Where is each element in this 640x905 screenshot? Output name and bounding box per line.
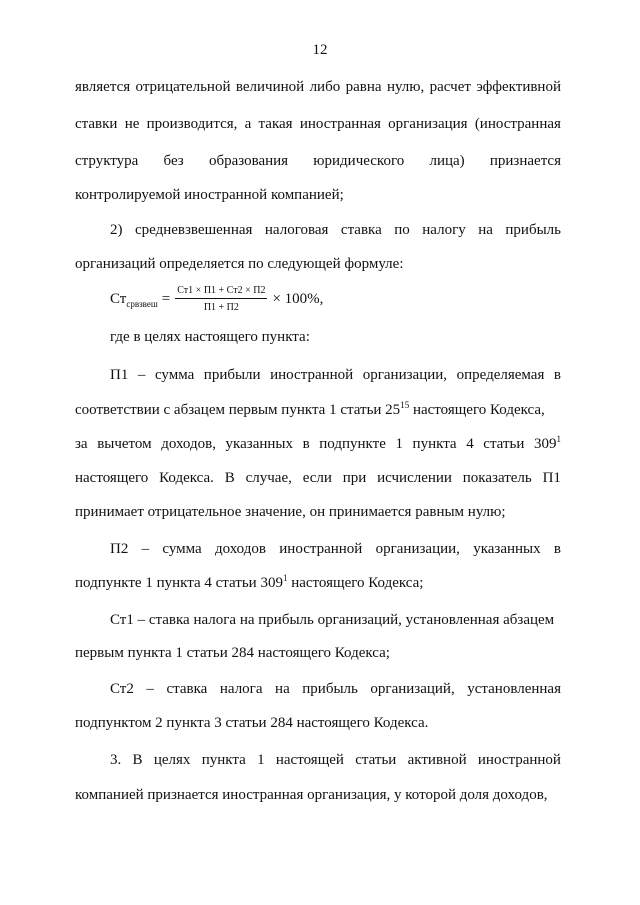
word: настоящей <box>275 752 344 768</box>
text-line: Ст1 – ставка налога на прибыль организаций, установленная абзацем <box>110 612 555 628</box>
formula-denominator: П1 + П2 <box>203 302 239 313</box>
word: без <box>163 153 184 169</box>
word: на <box>275 681 290 697</box>
word: на <box>478 222 493 238</box>
word: эффективной <box>476 79 561 95</box>
word: В <box>132 752 143 768</box>
word: П2 <box>110 541 129 557</box>
text-line: первым пункта 1 статьи 284 настоящего Кодекса; <box>75 645 390 661</box>
word: статьи <box>483 436 525 452</box>
word: В <box>224 470 235 486</box>
superscript: 1 <box>556 434 561 444</box>
word: целях <box>153 752 191 768</box>
word: организация <box>388 116 468 132</box>
word: нулю, <box>386 79 425 95</box>
word: – <box>137 367 146 383</box>
word: 1 <box>257 752 265 768</box>
word: 4 <box>466 436 474 452</box>
word: Ст2 <box>110 681 134 697</box>
word: величиной <box>235 79 305 95</box>
word: при <box>342 470 367 486</box>
word: такая <box>258 116 293 132</box>
word: Кодекса. <box>159 470 214 486</box>
superscript: 15 <box>400 400 410 410</box>
word: пункта <box>412 436 457 452</box>
word: указанных <box>225 436 293 452</box>
word: – <box>141 541 150 557</box>
text-line: компанией признается иностранная организация, у которой доля доходов, <box>75 787 548 803</box>
word: в <box>553 541 561 557</box>
word: в <box>553 367 561 383</box>
formula-lhs-subscript: срвзвеш <box>126 298 158 309</box>
word: исчислении <box>377 470 452 486</box>
word: показатель <box>462 470 532 486</box>
word: доходов, <box>161 436 216 452</box>
text-fragment: подпункте 1 пункта 4 статьи 309 <box>75 575 283 591</box>
word: отрицательной <box>135 79 231 95</box>
formula-numerator: Ст1 × П1 + Ст2 × П2 <box>175 285 267 299</box>
word: – <box>146 681 154 697</box>
text-line: принимает отрицательное значение, он принимается равным нулю; <box>75 504 506 520</box>
word: указанных <box>473 541 541 557</box>
text-line <box>75 114 561 134</box>
word: иностранная <box>299 116 381 132</box>
word: ставка <box>166 681 208 697</box>
word: сумма <box>154 367 195 383</box>
word: (иностранная <box>474 116 561 132</box>
text-fragment: настоящего Кодекса; <box>287 575 424 591</box>
word: в <box>302 436 310 452</box>
text-fragment: соответствии с абзацем первым пункта 1 статьи 25 <box>75 402 401 418</box>
word: признается <box>489 153 561 169</box>
page-number: 12 <box>312 42 328 58</box>
word: лица) <box>429 153 465 169</box>
word: организаций, <box>370 681 455 697</box>
word: равна <box>345 79 382 95</box>
word: настоящего <box>75 470 149 486</box>
text-line: где в целях настоящего пункта: <box>110 329 310 345</box>
text-line <box>75 400 561 420</box>
word: 2) <box>110 222 123 238</box>
word: производится, <box>146 116 238 132</box>
word: ставка <box>340 222 382 238</box>
text-line <box>110 750 561 770</box>
word: налогу <box>422 222 466 238</box>
text-fragment: настоящего Кодекса, <box>409 402 545 418</box>
word: либо <box>309 79 341 95</box>
word: определяемая <box>456 367 545 383</box>
text-line: контролируемой иностранной компанией; <box>75 187 344 203</box>
word: сумма <box>162 541 202 557</box>
text-line <box>75 573 561 593</box>
text-line <box>75 151 561 171</box>
word: прибыль <box>505 222 561 238</box>
word: статьи <box>355 752 397 768</box>
word: 1 <box>395 436 403 452</box>
word: активной <box>407 752 467 768</box>
formula-fraction <box>175 285 267 313</box>
word: подпункте <box>319 436 386 452</box>
word: если <box>302 470 332 486</box>
word: прибыли <box>203 367 261 383</box>
word: прибыль <box>302 681 358 697</box>
formula-multiplier: × 100%, <box>272 290 324 307</box>
word: юридического <box>313 153 405 169</box>
word: структура <box>75 153 139 169</box>
word: установленная <box>467 681 561 697</box>
word: налоговая <box>264 222 329 238</box>
word: П1 <box>542 470 561 486</box>
text-line <box>75 434 561 454</box>
word: является <box>75 79 131 95</box>
word: 3. <box>110 752 122 768</box>
word: не <box>124 116 140 132</box>
word: а <box>244 116 252 132</box>
word: иностранной <box>477 752 561 768</box>
text-line <box>75 468 561 488</box>
formula-lhs-symbol: Ст <box>110 290 127 307</box>
text-line <box>110 220 561 240</box>
word: пункта <box>201 752 246 768</box>
word: ставки <box>75 116 118 132</box>
text-line <box>75 77 561 97</box>
word: вычетом <box>97 436 152 452</box>
text-line: подпунктом 2 пункта 3 статьи 284 настоящего Кодекса. <box>75 715 429 731</box>
formula-lhs <box>110 291 158 308</box>
word: образования <box>208 153 289 169</box>
word: налога <box>219 681 263 697</box>
formula-equals: = <box>161 290 171 307</box>
text-line <box>110 539 561 559</box>
word: организации, <box>375 541 460 557</box>
text-line: организаций определяется по следующей формуле: <box>75 256 404 272</box>
word: расчет <box>429 79 471 95</box>
word: за <box>75 436 88 452</box>
word: по <box>394 222 410 238</box>
text-fragment: $309^1$ <box>533 434 561 452</box>
word: иностранной <box>270 367 354 383</box>
word: иностранной <box>279 541 363 557</box>
word: организации, <box>362 367 448 383</box>
word: средневзвешенная <box>134 222 253 238</box>
word: П1 <box>110 367 129 383</box>
formula <box>110 281 323 317</box>
word: случае, <box>245 470 292 486</box>
superscript: 1 <box>282 573 288 583</box>
text-line <box>110 365 561 385</box>
word: доходов <box>215 541 266 557</box>
text-line <box>110 679 561 699</box>
